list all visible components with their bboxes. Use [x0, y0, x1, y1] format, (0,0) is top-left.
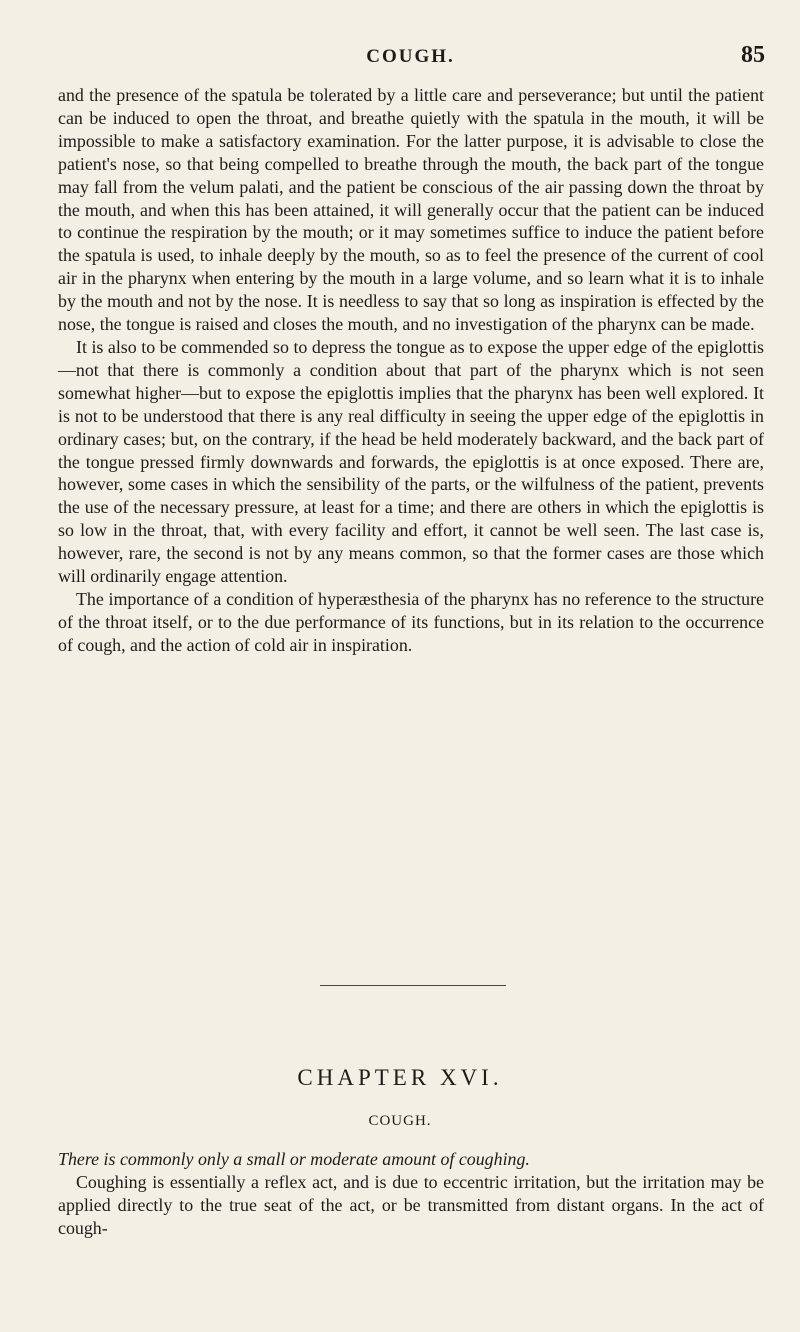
- paragraph-1: and the presence of the spatula be tolerated by a little care and perseverance; but until the patient can be induced to open the throat, and breathe quietly with the spatula in the mouth, it will be impossible to make a satisfactory examination. For the latter purpose, it is advisable to close the patient's nose, so that being compelled to breathe through the mouth, the back part of the tongue may fall from the velum palati, and the patient be conscious of the air passing down the throat by the mouth, and when this has been attained, it will generally occur that the patient can be induced to continue the respiration by the mouth; or it may sometimes suffice to induce the patient before the spatula is used, to inhale deeply by the mouth, so as to feel the presence of the current of cool air in the pharynx when entering by the mouth in a large volume, and so learn what it is to inhale by the mouth and not by the nose. It is needless to say that so long as inspiration is effected by the nose, the tongue is raised and closes the mouth, and no investigation of the pharynx can be made.: [58, 85, 764, 335]
- body-text: [58, 84, 764, 657]
- paragraph-2: It is also to be commended so to depress the tongue as to expose the upper edge of the epiglottis—not that there is commonly a condition about that part of the pharynx which is not seen somewhat higher—but to expose the epiglottis implies that the pharynx has been well explored. It is not to be understood that there is any real difficulty in seeing the upper edge of the epiglottis in ordinary cases; but, on the contrary, if the head be held moderately backward, and the back part of the tongue pressed firmly downwards and forwards, the epiglottis is at once exposed. There are, however, some cases in which the sensibility of the parts, or the wilfulness of the patient, prevents the use of the necessary pressure, at least for a time; and there are others in which the epiglottis is so low in the throat, that, with every facility and effort, it cannot be well seen. The last case is, however, rare, the second is not by any means common, so that the former cases are those which will ordinarily engage attention.: [58, 336, 764, 587]
- chapter-paragraph: Coughing is essentially a reflex act, and is due to eccentric irritation, but the irritation may be applied directly to the true seat of the act, or be transmitted from distant organs. In the act of cough-: [58, 1171, 764, 1238]
- section-divider: [320, 985, 506, 986]
- chapter-text: [58, 1148, 764, 1240]
- running-head: [56, 42, 765, 76]
- chapter-subheading: COUGH.: [368, 1113, 432, 1129]
- chapter-heading: CHAPTER XVI.: [297, 1065, 503, 1090]
- paragraph-3: The importance of a condition of hyperæsthesia of the pharynx has no reference to the structure of the throat itself, or to the due performance of its functions, but in its relation to the occurrence of cough, and the action of cold air in inspiration.: [58, 588, 764, 655]
- running-title: COUGH.: [366, 46, 455, 67]
- chapter-lead-italic: There is commonly only a small or moderate amount of coughing.: [58, 1149, 530, 1169]
- page-number: 85: [741, 42, 765, 68]
